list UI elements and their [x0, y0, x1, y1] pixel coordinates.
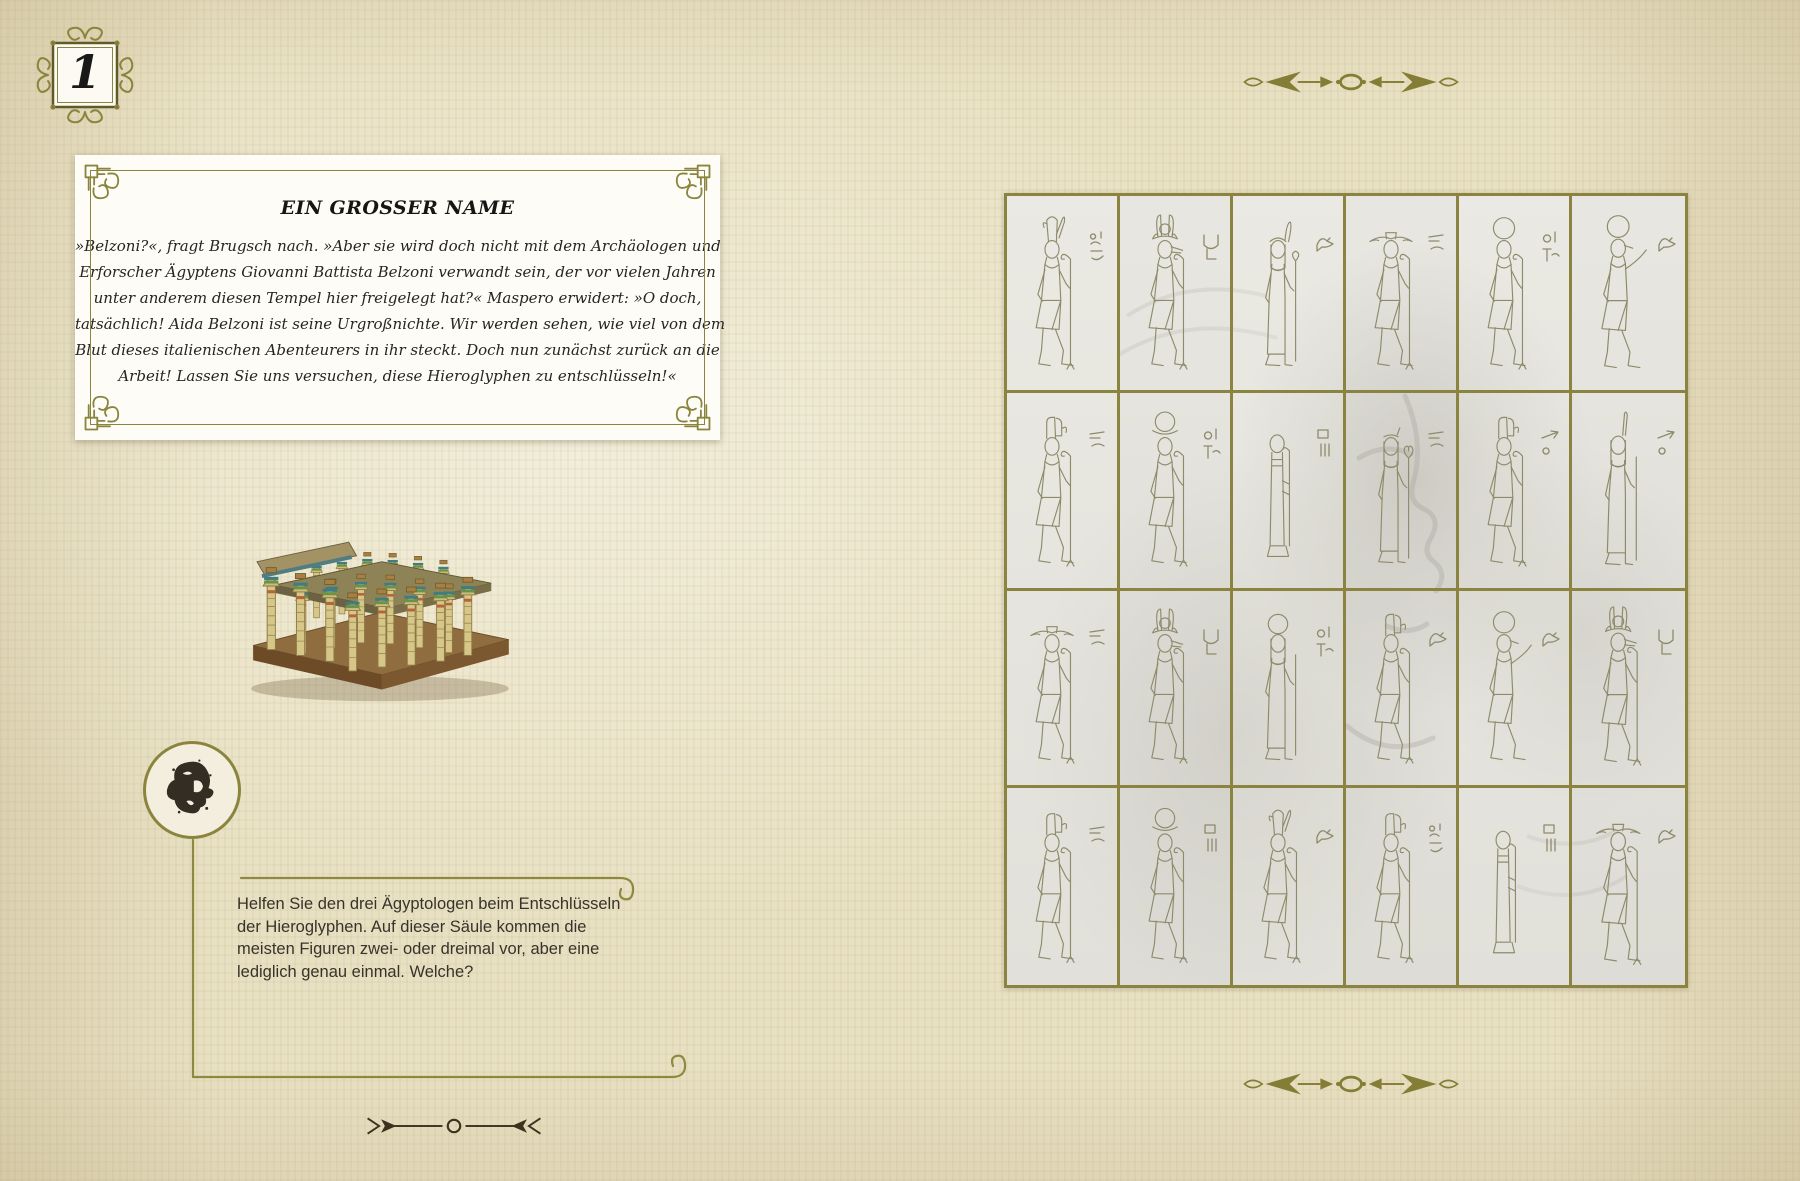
deity-figure-disc-raised-arm-icon — [1460, 600, 1548, 775]
hieroglyph-cell-double-crown[interactable] — [1346, 788, 1459, 985]
hieroglyph-marks-bird-icon — [1312, 821, 1338, 861]
deity-figure-ram-horns-icon — [1573, 798, 1663, 976]
hieroglyph-cell-mummiform[interactable] — [1233, 393, 1346, 590]
hieroglyph-cell-plumes-disc[interactable] — [1120, 591, 1233, 788]
hieroglyph-cell-sun-disc[interactable] — [1459, 196, 1572, 393]
story-line: Erforscher Ägyptens Giovanni Battista Belzoni verwandt sein, der vor vielen Jahren — [79, 263, 716, 281]
hieroglyph-cell-atef-crown[interactable] — [1233, 788, 1346, 985]
hieroglyph-marks-discfig-icon — [1199, 426, 1225, 466]
deity-figure-atef-crown-icon — [1234, 798, 1322, 976]
deity-figure-crescent-disc-icon — [1121, 403, 1209, 578]
deity-figure-ram-horns-icon — [1347, 206, 1435, 381]
hieroglyph-cell-feather-lady[interactable] — [1572, 393, 1685, 590]
hieroglyph-marks-square-icon — [1199, 821, 1225, 861]
deity-figure-plumes-disc-icon — [1121, 600, 1209, 775]
hieroglyph-cell-ram-horns[interactable] — [1346, 196, 1459, 393]
hieroglyph-marks-pair-icon — [1086, 426, 1112, 466]
hieroglyph-cell-double-crown[interactable] — [1459, 393, 1572, 590]
task-text — [237, 893, 637, 983]
deity-figure-double-crown-icon — [1347, 798, 1435, 976]
hieroglyph-cell-crescent-disc[interactable] — [1120, 393, 1233, 590]
deity-figure-disc-raised-arm-icon — [1573, 206, 1663, 381]
hieroglyph-marks-arrow-icon — [1538, 426, 1564, 466]
hieroglyph-cell-ram-horns[interactable] — [1572, 788, 1685, 985]
deity-figure-mummiform-icon — [1460, 798, 1548, 976]
hieroglyph-cell-double-crown[interactable] — [1007, 393, 1120, 590]
deity-figure-ram-horns-icon — [1008, 600, 1096, 775]
hieroglyph-cell-vulture-queen[interactable] — [1233, 196, 1346, 393]
deity-figure-atef-crown-icon — [1008, 206, 1096, 381]
deity-figure-double-crown-icon — [1008, 403, 1096, 578]
hieroglyph-marks-basket-icon — [1199, 624, 1225, 664]
hieroglyph-marks-column3-icon — [1086, 229, 1112, 269]
hieroglyph-marks-pair-icon — [1086, 821, 1112, 861]
hieroglyph-marks-pair-icon — [1425, 426, 1451, 466]
hieroglyph-grid — [1004, 193, 1688, 988]
story-line: tatsächlich! Aida Belzoni ist seine Urgroßnichte. Wir werden sehen, wie viel von dem — [75, 315, 726, 333]
hieroglyph-marks-discfig-icon — [1312, 624, 1338, 664]
hieroglyph-marks-bird-icon — [1654, 821, 1680, 861]
corner-ornament-icon — [81, 161, 139, 219]
deity-figure-sun-disc-icon — [1460, 206, 1548, 381]
hieroglyph-marks-square-icon — [1538, 821, 1564, 861]
hieroglyph-grid-cells — [1007, 196, 1685, 985]
hieroglyph-cell-double-crown[interactable] — [1346, 591, 1459, 788]
deity-figure-double-crown-icon — [1460, 403, 1548, 578]
arrow-divider-icon — [1238, 1066, 1464, 1102]
hieroglyph-marks-bird-icon — [1425, 624, 1451, 664]
hieroglyph-cell-atef-crown[interactable] — [1007, 196, 1120, 393]
hieroglyph-marks-bird-icon — [1312, 229, 1338, 269]
deity-figure-plumes-disc-icon — [1121, 206, 1209, 381]
deity-figure-mummiform-icon — [1234, 403, 1322, 578]
task-line: lediglich genau einmal. Welche? — [237, 962, 474, 981]
story-box-border — [90, 170, 705, 425]
hieroglyph-cell-lotus-lady[interactable] — [1346, 393, 1459, 590]
pharaoh-portrait — [143, 741, 241, 839]
hieroglyph-marks-pair-icon — [1086, 624, 1112, 664]
hieroglyph-marks-bird-icon — [1538, 624, 1564, 664]
deity-figure-lotus-lady-icon — [1347, 403, 1435, 578]
story-title: EIN GROSSER NAME — [280, 197, 515, 219]
hieroglyph-cell-mummiform[interactable] — [1459, 788, 1572, 985]
corner-ornament-icon — [656, 376, 714, 434]
hieroglyph-marks-pair-icon — [1425, 229, 1451, 269]
hieroglyph-marks-bird-icon — [1654, 229, 1680, 269]
chapter-number: 1 — [68, 45, 101, 99]
hieroglyph-cell-disc-raised-arm[interactable] — [1459, 591, 1572, 788]
pharaoh-head-sketch-icon — [146, 744, 238, 836]
temple-illustration — [222, 468, 538, 712]
chapter-badge — [26, 16, 144, 134]
hieroglyph-cell-ram-horns[interactable] — [1007, 591, 1120, 788]
hieroglyph-cell-crescent-disc[interactable] — [1120, 788, 1233, 985]
hieroglyph-cell-plumes-disc[interactable] — [1572, 591, 1685, 788]
hieroglyph-marks-basket-icon — [1199, 229, 1225, 269]
deity-figure-double-crown-icon — [1008, 798, 1096, 976]
deity-figure-disc-lady-icon — [1234, 600, 1322, 775]
corner-ornament-icon — [81, 376, 139, 434]
hieroglyph-cell-disc-raised-arm[interactable] — [1572, 196, 1685, 393]
deity-figure-crescent-disc-icon — [1121, 798, 1209, 976]
deity-figure-feather-lady-icon — [1573, 403, 1663, 578]
deity-figure-plumes-disc-icon — [1573, 600, 1663, 775]
story-line: Arbeit! Lassen Sie uns versuchen, diese Hieroglyphen zu entschlüsseln!« — [118, 367, 677, 385]
arrow-divider-icon — [1238, 64, 1464, 100]
story-line: unter anderem diesen Tempel hier freigelegt hat?« Maspero erwidert: »O doch, — [93, 289, 702, 307]
story-line: Blut dieses italienischen Abenteurers in ihr steckt. Doch nun zunächst zurück an die — [75, 341, 720, 359]
hieroglyph-marks-basket-icon — [1654, 624, 1680, 664]
dark-arrow-divider-icon — [358, 1112, 550, 1140]
task-line: Helfen Sie den drei Ägyptologen beim Entschlüsseln — [237, 895, 621, 913]
hieroglyph-cell-double-crown[interactable] — [1007, 788, 1120, 985]
hieroglyph-cell-disc-lady[interactable] — [1233, 591, 1346, 788]
hieroglyph-marks-square-icon — [1312, 426, 1338, 466]
story-box — [75, 155, 726, 440]
hieroglyph-marks-arrow-icon — [1654, 426, 1680, 466]
hieroglyph-marks-column3-icon — [1425, 821, 1451, 861]
deity-figure-vulture-queen-icon — [1234, 206, 1322, 381]
task-line: meisten Figuren zwei- oder dreimal vor, aber eine — [237, 940, 600, 958]
deity-figure-double-crown-icon — [1347, 600, 1435, 775]
story-line: »Belzoni?«, fragt Brugsch nach. »Aber sie wird doch nicht mit dem Archäologen und — [75, 237, 721, 255]
hieroglyph-cell-plumes-disc[interactable] — [1120, 196, 1233, 393]
hieroglyph-marks-discfig-icon — [1538, 229, 1564, 269]
corner-ornament-icon — [656, 161, 714, 219]
task-line: der Hieroglyphen. Auf dieser Säule kommen die — [237, 917, 587, 936]
